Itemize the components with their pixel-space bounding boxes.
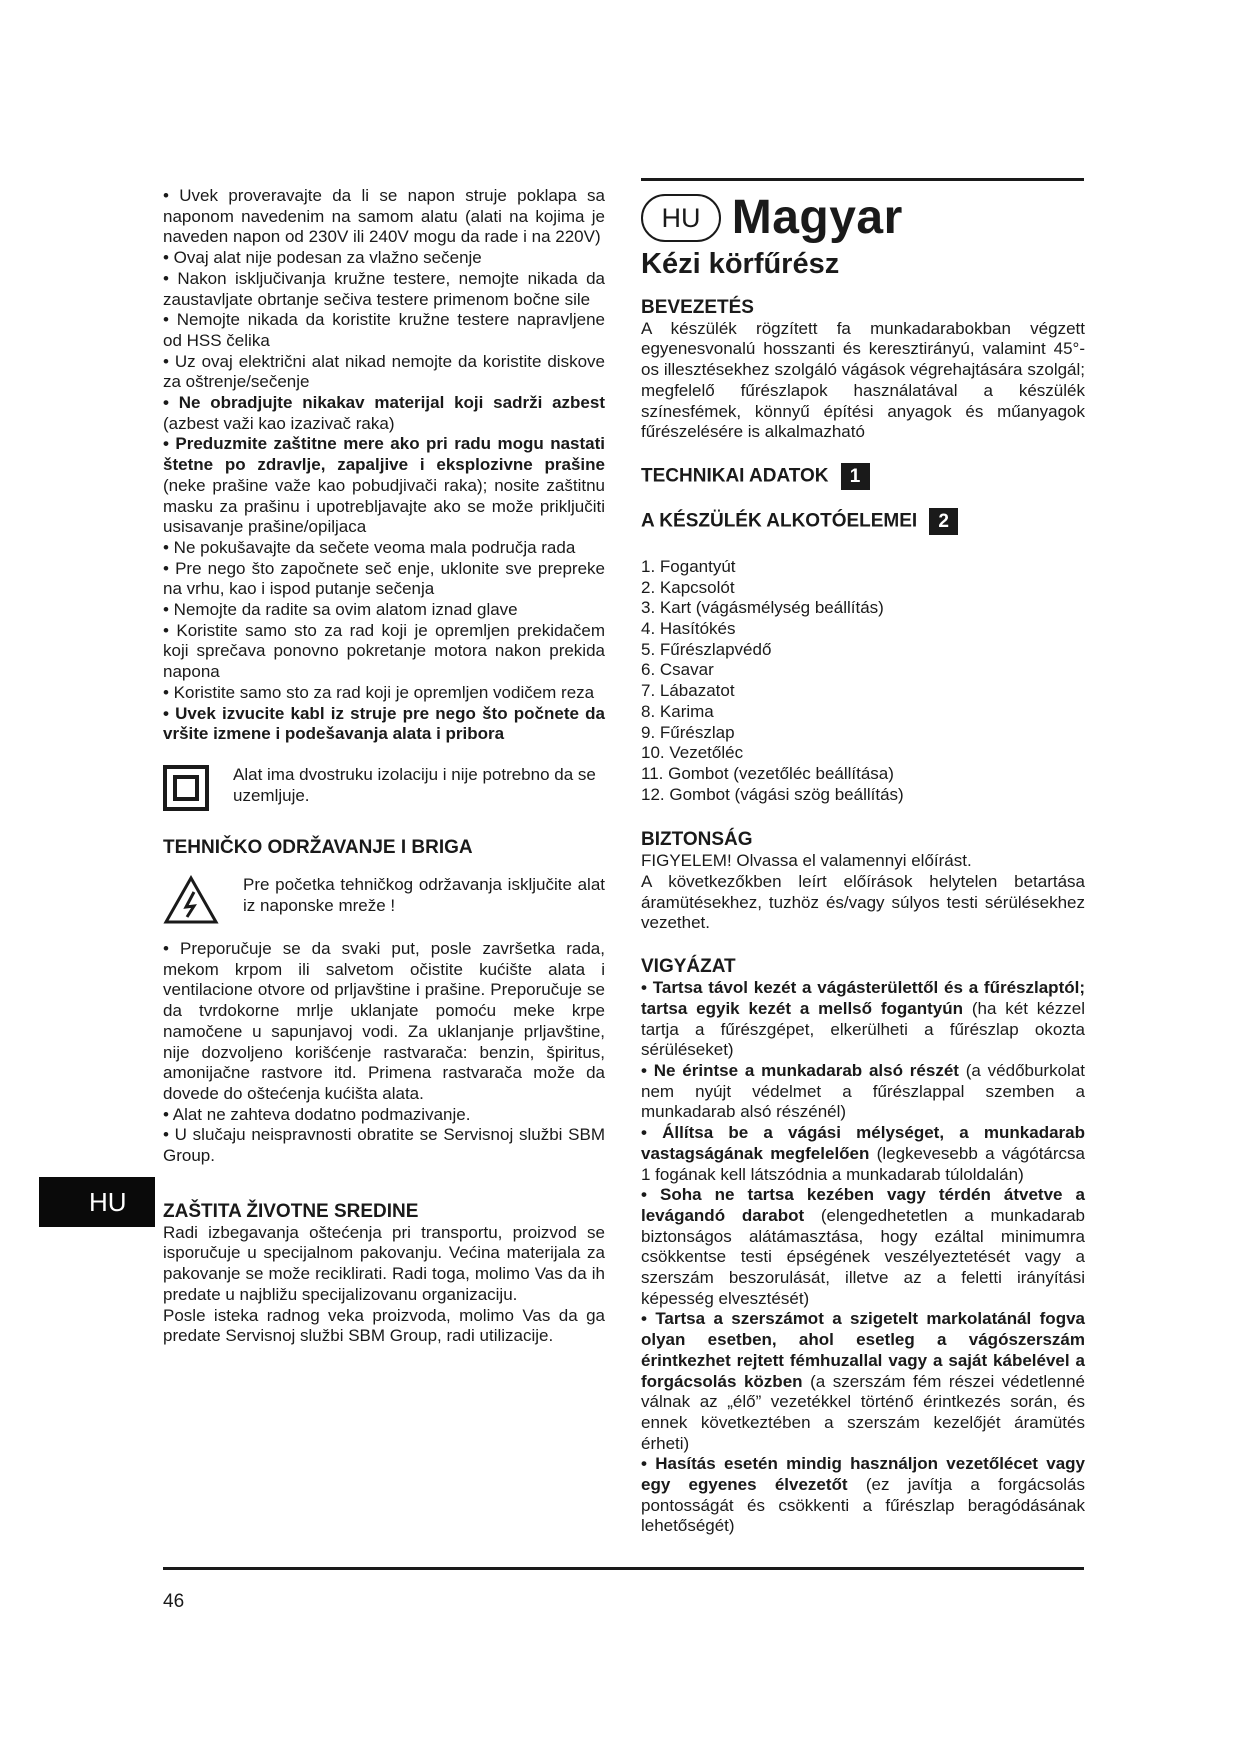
double-insulation-text: Alat ima dvostruku izolaciju i nije potrebno da se uzemljuje. bbox=[233, 764, 596, 805]
left-column bbox=[163, 186, 605, 1347]
bullet-small-areas: • Ne pokušavajte da sečete veoma mala područja rada bbox=[163, 537, 576, 557]
safety-line: A következőkben leírt előírások helytelen betartása áramütésekhez, tuzhöz és/vagy súlyos testi sérülésekhez vezethet. bbox=[641, 872, 1085, 933]
double-insulation-icon bbox=[163, 765, 209, 811]
parts-heading: A KÉSZÜLÉK ALKOTÓELEMEI 2 bbox=[641, 508, 1085, 535]
maintenance-warning-text: Pre početka tehničkog održavanja isključite alat iz naponske mreže ! bbox=[243, 874, 605, 915]
top-rule-right bbox=[641, 178, 1084, 181]
list-item: 10. Vezetőléc bbox=[641, 743, 744, 763]
maintenance-paragraph: • Preporučuje se da svaki put, posle završetka rada, mekom krpom ili salvetom očistite kućište alata i ventilacione otvore od prljavštine i prašine. Preporučuje se da tvrdokorne mrlje uklanjate pomoću meke krpe namočene u sapunjavoj vodi. Za uklanjanje prljavštine, nije dozvoljeno korišćenje rastvarača: benzin, špiritus, amonijačne rastvore itd. Primena rastvarača može da dovede do oštećenja kućišta alata. bbox=[163, 938, 605, 1103]
bullet-dust: • Preduzmite zaštitne mere ako pri radu mogu nastati štetne po zdravlje, zapaljive i eksplozivne prašine (neke prašine važe kao pobudjivači raka); nosite zaštitnu masku za prašinu i upotrebljavajte ako se može priključiti usisavanje prašine/opiljaca bbox=[163, 434, 605, 537]
caution-item: • Hasítás esetén mindig használjon vezetőlécet vagy egy egyenes élvezetőt (ez javítja a forgácsolás pontosságát és csökkenti a fűrészlap beragódásának lehetőségét) bbox=[641, 1454, 1086, 1536]
language-code-badge: HU bbox=[641, 194, 721, 242]
tech-data-heading: TECHNIKAI ADATOK 1 bbox=[641, 463, 1085, 490]
list-item: 5. Fűrészlapvédő bbox=[641, 639, 772, 659]
list-item: 4. Hasítókés bbox=[641, 619, 736, 639]
environment-heading: ZAŠTITA ŽIVOTNE SREDINE bbox=[163, 1200, 419, 1222]
language-title: Magyar bbox=[731, 190, 903, 244]
parts-list bbox=[641, 557, 1085, 805]
bullet-hss: • Nemojte nikada da koristite kružne testere napravljene od HSS čelika bbox=[163, 310, 605, 350]
bullet-unplug: • Uvek izvucite kabl iz struje pre nego što počnete da vršite izmene i podešavanja alata i pribora bbox=[163, 703, 605, 744]
bullet-obstacles: • Pre nego što započnete seč enje, uklonite sve prepreke na vrhu, kao i ispod putanje sečenja bbox=[163, 558, 605, 599]
environment-paragraph: Radi izbegavanja oštećenja pri transportu, proizvod se isporučuje u specijalnom pakovanju. Većina materijala za pakovanje se može reciklirati. Radi toga, molimo Vas da ih predate u najbližu specijalizovanu organizaciju. bbox=[163, 1222, 605, 1304]
list-item: 8. Karima bbox=[641, 701, 714, 721]
caution-heading: VIGYÁZAT bbox=[641, 956, 736, 978]
maintenance-paragraph: • Alat ne zahteva dodatno podmazivanje. bbox=[163, 1104, 471, 1124]
list-item: 1. Fogantyút bbox=[641, 556, 736, 576]
figure-ref-badge: 1 bbox=[841, 463, 870, 490]
safety-heading: BIZTONSÁG bbox=[641, 829, 753, 851]
caution-item: • Tartsa a szerszámot a szigetelt markolatánál fogva olyan esetben, ahol esetleg a vágószerszám érintkezhet rejtett fémhuzallal vagy a saját kábelével a forgácsolás közben (a szerszám fém részei védetlenné válnak az „élő” vezetékkel történő érintkezés során, és ennek következtében a szerszám kezelőjét áramütés érheti) bbox=[641, 1309, 1085, 1453]
bullet-discs: • Uz ovaj električni alat nikad nemojte da koristite diskove za oštrenje/sečenje bbox=[163, 351, 605, 392]
list-item: 2. Kapcsolót bbox=[641, 577, 735, 597]
safety-line: FIGYELEM! Olvassa el valamennyi előírást. bbox=[641, 851, 972, 871]
right-column bbox=[641, 190, 1086, 1537]
bullet-asbestos: • Ne obradjujte nikakav materijal koji sadrži azbest (azbest važi kao izazivač raka) bbox=[163, 393, 605, 433]
caution-item: • Állítsa be a vágási mélységet, a munkadarab vastagságának megfelelően (legkevesebb a vágótárcsa 1 fogának kell látszódnia a munkadarab túloldalán) bbox=[641, 1123, 1085, 1184]
bullet-side-force: • Nakon isključivanja kružne testere, nemojte nikada da zaustavljate obrtanje sečiva testere primenom bočne sile bbox=[163, 268, 605, 309]
list-item: 9. Fűrészlap bbox=[641, 722, 735, 742]
list-item: 12. Gombot (vágási szög beállítás) bbox=[641, 784, 904, 804]
language-side-tab: HU bbox=[39, 1177, 155, 1227]
bullet-guide: • Koristite samo sto za rad koji je opremljen vodičem reza bbox=[163, 682, 595, 702]
language-header bbox=[641, 190, 1085, 244]
double-insulation-note bbox=[163, 765, 605, 811]
list-item: 7. Lábazatot bbox=[641, 681, 735, 701]
list-item: 3. Kart (vágásmélység beállítás) bbox=[641, 598, 884, 618]
high-voltage-warning-icon bbox=[163, 875, 219, 925]
caution-item: • Ne érintse a munkadarab alsó részét (a védőburkolat nem nyújt védelmet a fűrészlappal szemben a munkadarab alsó részénél) bbox=[641, 1060, 1085, 1122]
page-number: 46 bbox=[163, 1591, 185, 1612]
maintenance-heading: TEHNIČKO ODRŽAVANJE I BRIGA bbox=[163, 836, 473, 858]
figure-ref-badge: 2 bbox=[929, 508, 958, 535]
bottom-rule bbox=[163, 1567, 1084, 1570]
maintenance-paragraph: • U slučaju neispravnosti obratite se Servisnoj službi SBM Group. bbox=[163, 1125, 605, 1166]
bullet-voltage: • Uvek proveravajte da li se napon struje poklapa sa naponom navedenim na samom alatu (alati na kojima je naveden napon od 230V ili 240V mogu da rade i na 220V) bbox=[163, 186, 605, 247]
bullet-overhead: • Nemojte da radite sa ovim alatom iznad glave bbox=[163, 600, 518, 620]
intro-heading: BEVEZETÉS bbox=[641, 296, 754, 318]
caution-item: • Soha ne tartsa kezében vagy térdén átvetve a levágandó darabot (elengedhetetlen a munkadarab biztonságos alátámasztása, hogy ezáltal minimumra csökkentse testi épségének veszélyeztetését vagy a szerszám beszorulását, illetve az a feletti irányítási képesség elvesztését) bbox=[641, 1185, 1085, 1308]
bullet-restart-switch: • Koristite samo sto za rad koji je opremljen prekidačem koji sprečava ponovno pokretanje motora nakon prekida napona bbox=[163, 620, 605, 682]
list-item: 6. Csavar bbox=[641, 660, 714, 680]
intro-text: A készülék rögzített fa munkadarabokban végzett egyenesvonalú hosszanti és keresztirányú, valamint 45°-os illesztésekhez szolgáló vágások végrehajtására szolgál; megfelelő fűrészlapok használatával a készülék színesfémek, könnyű építési anyagok és műanyagok fűrészelésére is alkalmazható bbox=[641, 318, 1085, 442]
maintenance-warning bbox=[163, 875, 605, 925]
environment-paragraph: Posle isteka radnog veka proizvoda, molimo Vas da ga predate Servisnoj službi SBM Group, radi utilizacije. bbox=[163, 1305, 605, 1346]
product-title: Kézi körfűrész bbox=[641, 248, 840, 280]
list-item: 11. Gombot (vezetőléc beállítása) bbox=[641, 763, 894, 783]
caution-item: • Tartsa távol kezét a vágásterülettől és a fűrészlaptól; tartsa egyik kezét a mellső fogantyún (ha két kézzel tartja a fűrészgépet, elkerülheti a fűrészlap okozta sérüléseket) bbox=[641, 978, 1085, 1060]
bullet-wet-cutting: • Ovaj alat nije podesan za vlažno sečenje bbox=[163, 248, 482, 268]
